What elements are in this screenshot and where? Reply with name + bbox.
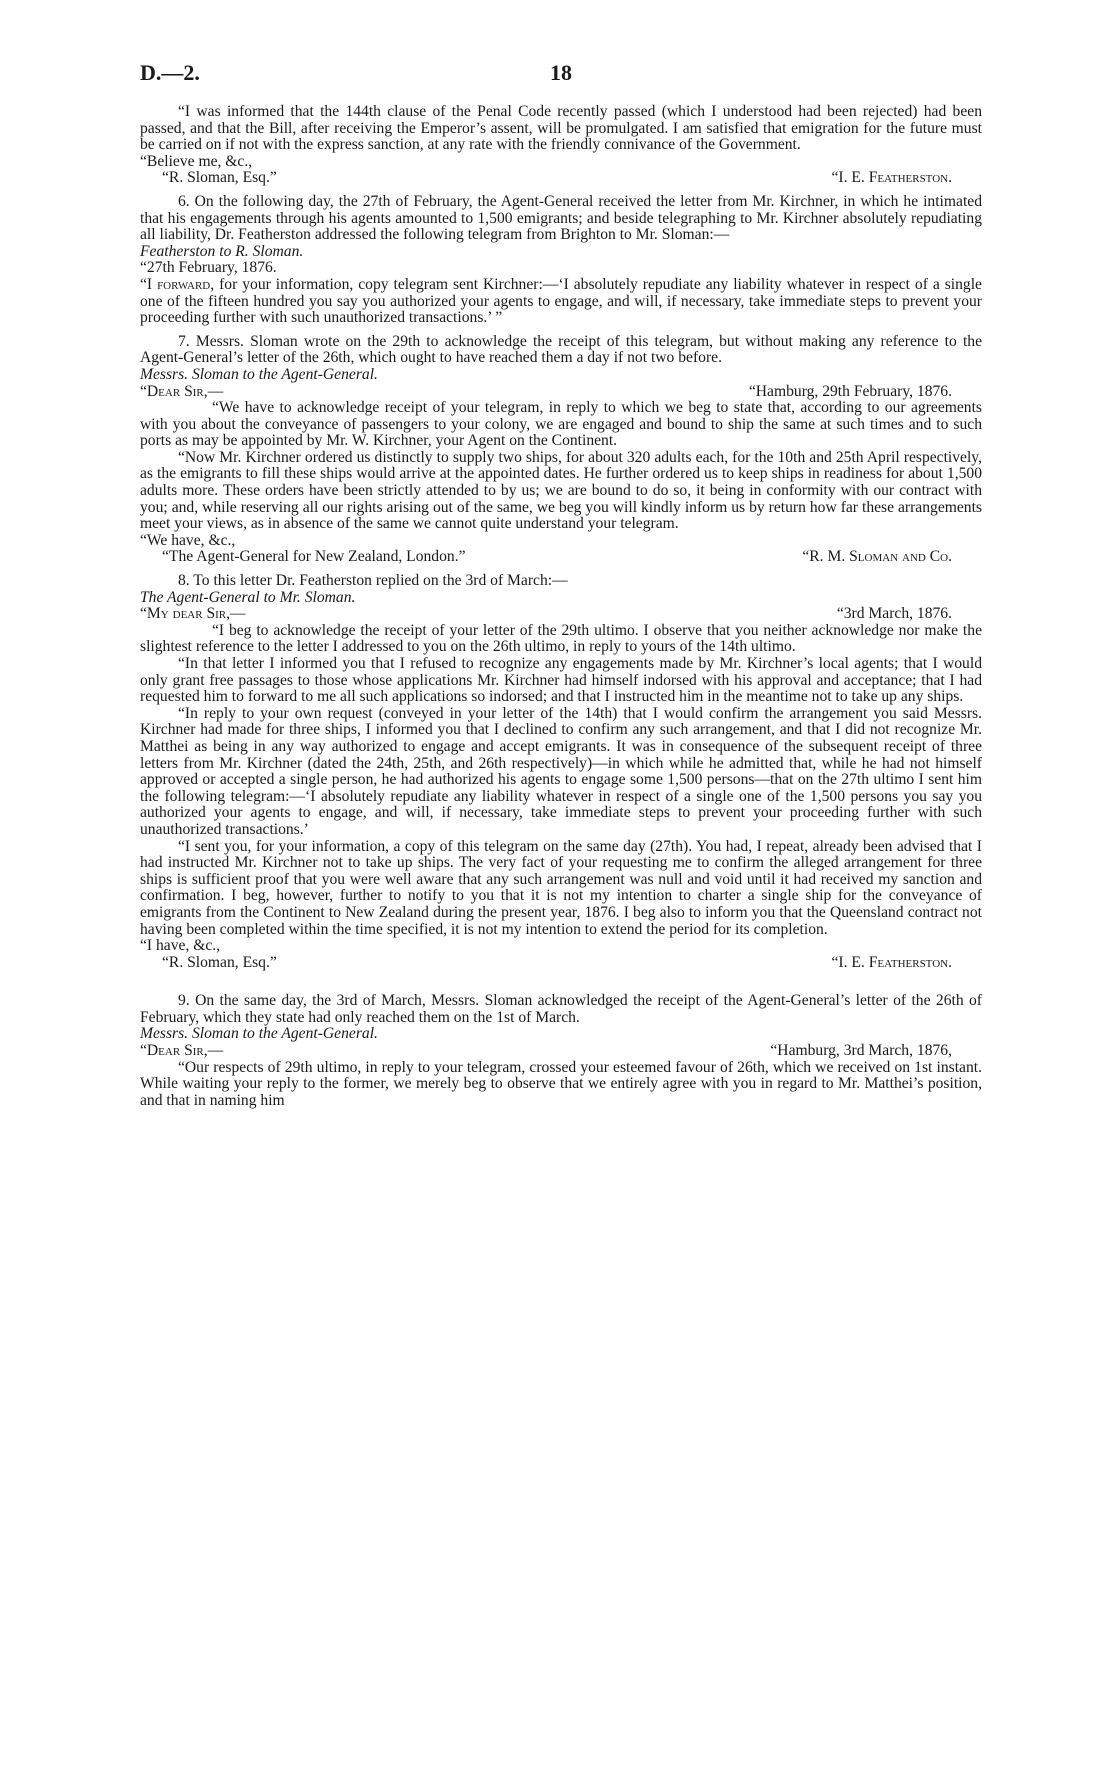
numbered-paragraph: 7. Messrs. Sloman wrote on the 29th to acknowledge the receipt of this telegram, but without making any reference to the Agent-General’s letter of the 26th, which ought to have reached them a day if not two before. (140, 332, 982, 367)
letter-closing: “I have, &c., (140, 937, 221, 955)
salutation: “My dear Sir,— (140, 605, 246, 623)
page-header (140, 60, 982, 90)
letter-date: “Hamburg, 29th February, 1876. (748, 382, 952, 400)
letter-paragraph: “In reply to your own request (conveyed in your letter of the 14th) that I would confirm the arrangement you said Messrs. Kirchner had made for three ships, I informed you that I declined to confirm any such arrangement, and that I did not recognize Mr. Matthei as being in any way authorized to engage and accept emigrants. It was in consequence of the subsequent receipt of three letters from Mr. Kirchner (dated the 24th, 25th, and 26th respectively)—in which while he admitted that, while he had not himself approved or accepted a single person, he had authorized his agents to engage some 1,500 persons—that on the 27th ultimo I sent him the following telegram:—‘I absolutely repudiate any liability whatever in respect of a single one of the 1,500 persons you say you authorized your agents to engage, and will, if necessary, take immediate steps to prevent your proceeding further with such unauthorized transactions.’ (140, 704, 982, 838)
telegram-body: for your information, copy telegram sent Kirchner:—‘I absolutely repudiate any liability whatever in respect of a single one of the fifteen hundred you say you authorized your agents to engage, and will, if necessary, take immediate steps to prevent your proceeding further with such unauthorized transactions.’ ” (140, 275, 982, 327)
salutation: “Dear Sir,— (140, 382, 224, 400)
section-heading: Messrs. Sloman to the Agent-General. (140, 365, 378, 383)
addressee: “R. Sloman, Esq.” (162, 953, 277, 971)
salutation: “Dear Sir,— (140, 1042, 224, 1060)
letter-date: “3rd March, 1876. (836, 605, 952, 623)
signature: “I. E. Featherston. (831, 953, 952, 971)
addressee: “The Agent-General for New Zealand, London.” (162, 548, 466, 566)
telegram-paragraph (140, 277, 982, 327)
section-heading: Messrs. Sloman to the Agent-General. (140, 1025, 378, 1043)
letter-paragraph: “Our respects of 29th ultimo, in reply to your telegram, crossed your esteemed favour of 26th, which we received on 1st instant. While waiting your reply to the former, we merely beg to observe that we entirely agree with you in regard to Mr. Matthei’s position, and that in naming him (140, 1058, 982, 1109)
letter-closing: “We have, &c., (140, 531, 236, 549)
numbered-paragraph: 9. On the same day, the 3rd of March, Messrs. Sloman acknowledged the receipt of the Agent-General’s letter of the 26th of February, which they state had only reached them on the 1st of March. (140, 992, 982, 1026)
signature: “R. M. Sloman and Co. (802, 548, 952, 566)
letter-date: “27th February, 1876. (140, 259, 277, 277)
salutation-row (140, 1043, 982, 1060)
document-body (140, 104, 982, 1109)
letter-paragraph: “We have to acknowledge receipt of your telegram, in reply to which we beg to state that, according to our agreements with you about the conveyance of passengers to your colony, we are engaged and bound to ship the same at such times and to such ports as may be appointed by Mr. W. Kirchner, your Agent on the Continent. (140, 399, 982, 450)
salutation-row (140, 384, 982, 401)
letter-paragraph: “I beg to acknowledge the receipt of your letter of the 29th ultimo. I observe that you neither acknowledge nor make the slightest reference to the letter I addressed to you on the 26th ultimo, in reply to yours of the 14th ultimo. (140, 621, 982, 656)
signature-row (140, 955, 982, 972)
telegram-lead: “I forward, (140, 275, 215, 293)
numbered-paragraph: 8. To this letter Dr. Featherston replied on the 3rd of March:— (178, 572, 568, 590)
letter-paragraph: “I was informed that the 144th clause of the Penal Code recently passed (which I understood had been rejected) had been passed, and that the Bill, after receiving the Emperor’s assent, will be promulgated. I am satisfied that emigration for the future must be carried on if not with the express sanction, at any rate with the friendly connivance of the Government. (140, 103, 982, 154)
section-heading: The Agent-General to Mr. Sloman. (140, 588, 356, 606)
addressee: “R. Sloman, Esq.” (162, 169, 277, 187)
numbered-paragraph: 6. On the following day, the 27th of February, the Agent-General received the letter from Mr. Kirchner, in which he intimated that his engagements through his agents amounted to 1,500 emigrants; and beside telegraphing to Mr. Kirchner absolutely repudiating all liability, Dr. Featherston addressed the following telegram from Brighton to Mr. Sloman:— (140, 192, 982, 244)
document-reference: D.—2. (140, 60, 200, 85)
signature: “I. E. Featherston. (831, 169, 952, 187)
letter-paragraph: “In that letter I informed you that I refused to recognize any engagements made by Mr. Kirchner’s local agents; that I would only grant free passages to those whose applications Mr. Kirchner had himself indorsed with his approval and acceptance; that I had requested him to forward to me all such applications so indorsed; and that I instructed him in the meantime not to take up any ships. (140, 655, 982, 706)
signature-row (140, 549, 982, 566)
letter-paragraph: “Now Mr. Kirchner ordered us distinctly to supply two ships, for about 320 adults each, for the 10th and 25th April respectively, as the emigrants to fill these ships would arrive at the appointed dates. He further ordered us to keep ships in readiness for about 1,500 adults more. These orders have been strictly attended to by us; we are bound to do so, it being in conformity with our contract with you; and, while reserving all our rights arising out of the same, we beg you will kindly inform us by return how far these arrangements meet your views, as in absence of the same we cannot quite understand your telegram. (140, 448, 982, 533)
letter-closing: “Believe me, &c., (140, 152, 253, 170)
letter-paragraph: “I sent you, for your information, a copy of this telegram on the same day (27th). You had, I repeat, already been advised that I had instructed Mr. Kirchner not to take up ships. The very fact of your requesting me to confirm the alleged arrangement for three ships is sufficient proof that you were well aware that any such arrangement was null and void until it had received my sanction and confirmation. I beg, however, further to notify to you that it is not my intention to charter a single ship for the conveyance of emigrants from the Continent to New Zealand during the present year, 1876. I beg also to inform you that the Queensland contract not having been completed within the time specified, it is not my intention to extend the period for its completion. (140, 837, 982, 938)
section-heading: Featherston to R. Sloman. (140, 242, 304, 260)
page-number: 18 (550, 60, 572, 85)
signature-row (140, 170, 982, 187)
letter-date: “Hamburg, 3rd March, 1876, (770, 1042, 952, 1060)
salutation-row (140, 606, 982, 623)
